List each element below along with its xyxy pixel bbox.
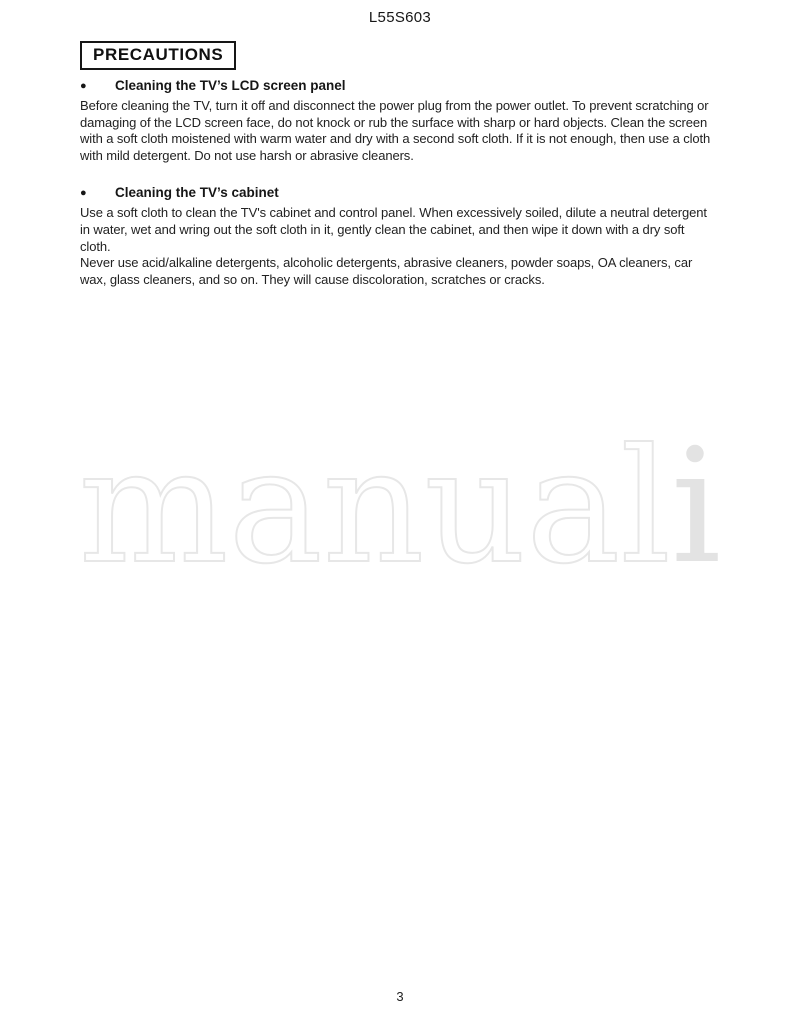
precautions-title-box: [80, 41, 236, 70]
section-heading: [80, 185, 718, 200]
model-number: L55S603: [368, 9, 432, 26]
bullet-icon: ●: [80, 80, 87, 92]
precautions-title: PRECAUTIONS: [93, 45, 224, 64]
watermark-solid-text: i: [670, 415, 722, 599]
section-heading: [80, 78, 718, 93]
section-cabinet: [80, 185, 718, 288]
section-paragraph: Never use acid/alkaline detergents, alcoholic detergents, abrasive cleaners, powder soaps, OA cleaners, car wax, glass cleaners, and so on. They will cause discoloration, scratches or cracks.: [80, 255, 693, 287]
watermark-outline-text: manual: [78, 415, 671, 599]
page-number: 3: [396, 989, 404, 1004]
watermark: [0, 415, 800, 599]
bullet-icon: ●: [80, 187, 87, 200]
section-heading-text: Cleaning the TV’s cabinet: [115, 185, 279, 201]
section-paragraph: Before cleaning the TV, turn it off and disconnect the power plug from the power outlet. To prevent scratching or damaging of the LCD screen face, do not knock or rub the surface with sharp or hard objects. Clean the screen with a soft cloth moistened with warm water and dry with a second soft cloth. If it is not enough, then use a cloth with mild detergent. Do not use harsh or abrasive cleaners.: [80, 98, 711, 163]
section-paragraph: Use a soft cloth to clean the TV's cabinet and control panel. When excessively soiled, dilute a neutral detergent in water, wet and wring out the soft cloth in it, gently clean the cabinet, and then wipe it down with a dry soft cloth.: [80, 205, 707, 254]
section-heading-text: Cleaning the TV’s LCD screen panel: [115, 78, 346, 93]
page-content: [80, 26, 718, 288]
section-lcd-screen: [80, 78, 718, 164]
